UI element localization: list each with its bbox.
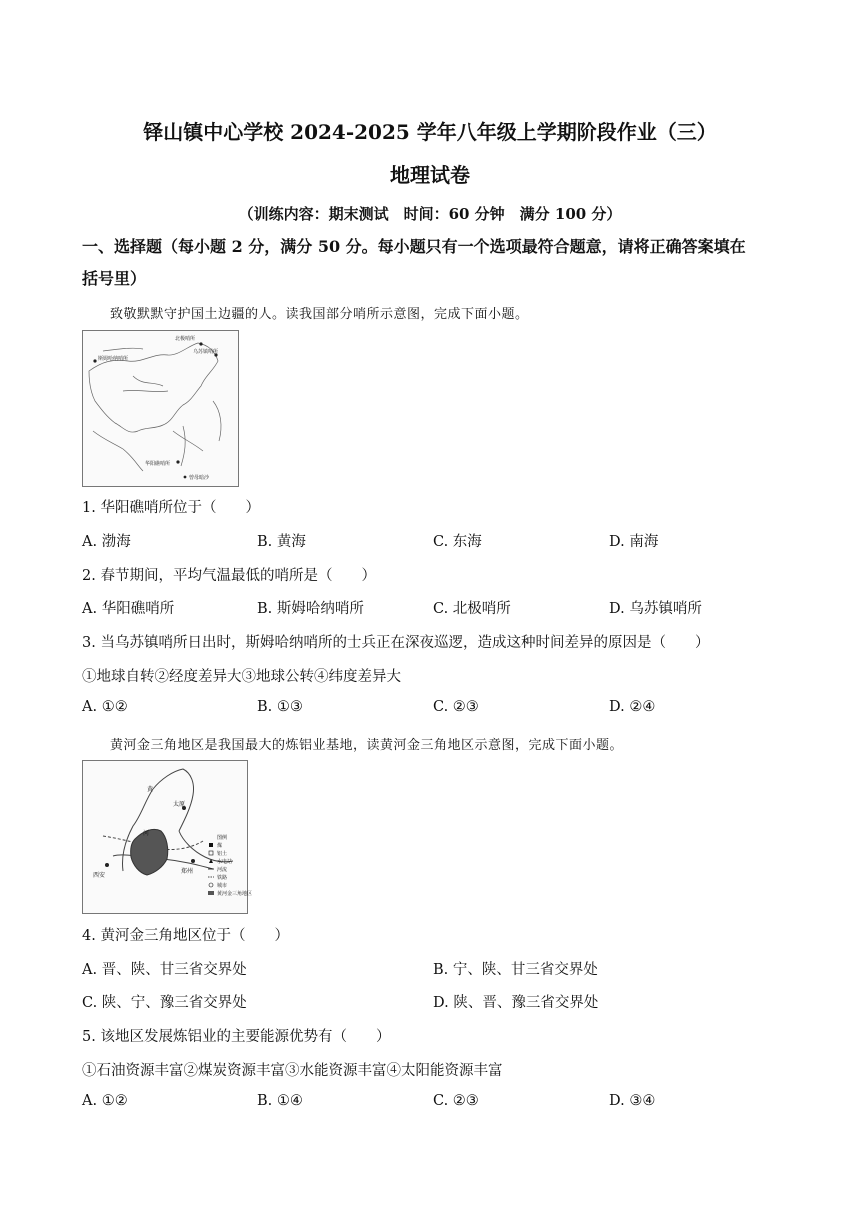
q3-items: ①地球自转②经度差异大③地球公转④纬度差异大	[82, 669, 401, 685]
sentry-posts-map	[82, 330, 239, 487]
map2-label-taiyuan: 太原	[173, 801, 186, 808]
q4-stem: 4. 黄河金三角地区位于（ ）	[82, 928, 289, 944]
q4-option-a[interactable]: A. 晋、陕、甘三省交界处	[82, 962, 247, 978]
huayangjiao-post-dot	[176, 460, 179, 463]
q1-option-c[interactable]: C. 东海	[433, 534, 482, 550]
q1-option-d[interactable]: D. 南海	[609, 534, 659, 550]
q1-stem: 1. 华阳礁哨所位于（ ）	[82, 500, 260, 516]
legend-railway: 铁路	[217, 875, 228, 881]
map1-label-zengmu: 曾母暗沙	[189, 475, 210, 481]
exam-info: （训练内容：期末测试 时间：60 分钟 满分 100 分）	[238, 205, 622, 223]
map1-label-huayangjiao: 华阳礁哨所	[145, 461, 171, 467]
q2-stem: 2. 春节期间，平均气温最低的哨所是（ ）	[82, 568, 376, 584]
q5-option-c[interactable]: C. ②③	[433, 1093, 479, 1109]
q2-option-b[interactable]: B. 斯姆哈纳哨所	[257, 601, 364, 617]
map1-label-beiji: 北极哨所	[175, 336, 196, 342]
q4-option-b[interactable]: B. 宁、陕、甘三省交界处	[433, 962, 598, 978]
q5-option-d[interactable]: D. ③④	[609, 1093, 656, 1109]
q3-stem: 3. 当乌苏镇哨所日出时，斯姆哈纳哨所的士兵正在深夜巡逻，造成这种时间差异的原因是（ ）	[82, 635, 710, 651]
map2-label-huang: 黄	[147, 786, 154, 793]
map2-legend	[208, 834, 252, 897]
map2-label-xian: 西安	[93, 872, 106, 879]
q5-option-b[interactable]: B. ①④	[257, 1093, 303, 1109]
section-heading-line1: 一、选择题（每小题 2 分，满分 50 分。每小题只有一个选项最符合题意，请将正确答案填在	[82, 237, 746, 256]
q5-items: ①石油资源丰富②煤炭资源丰富③水能资源丰富④太阳能资源丰富	[82, 1063, 503, 1079]
map1-label-simuhana: 斯姆哈纳哨所	[98, 356, 129, 362]
q4-option-c[interactable]: C. 陕、宁、豫三省交界处	[82, 995, 247, 1011]
q3-option-b[interactable]: B. ①③	[257, 699, 303, 715]
q3-option-c[interactable]: C. ②③	[433, 699, 479, 715]
legend-title: 图例	[217, 835, 228, 841]
q2-option-a[interactable]: A. 华阳礁哨所	[82, 601, 175, 617]
map2-label-zhengzhou: 郑州	[181, 868, 194, 875]
group2-intro: 黄河金三角地区是我国最大的炼铝业基地，读黄河金三角地区示意图，完成下面小题。	[110, 738, 624, 753]
legend-bauxite: 铝土	[217, 851, 228, 857]
golden-triangle-map	[82, 760, 253, 914]
exam-title: 铎山镇中心学校 2024-2025 学年八年级上学期阶段作业（三）	[143, 120, 717, 144]
map1-label-wusuzhen: 乌苏镇哨所	[193, 349, 219, 355]
legend-hydro: 水电站	[217, 859, 233, 865]
section-heading-line2: 括号里）	[82, 269, 147, 288]
q2-option-c[interactable]: C. 北极哨所	[433, 601, 511, 617]
simuhana-post-dot	[93, 359, 96, 362]
q1-option-a[interactable]: A. 渤海	[82, 534, 131, 550]
q2-option-d[interactable]: D. 乌苏镇哨所	[609, 601, 702, 617]
q1-option-b[interactable]: B. 黄海	[257, 534, 306, 550]
zengmu-dot	[184, 476, 187, 479]
group1-intro: 致敬默默守护国土边疆的人。读我国部分哨所示意图，完成下面小题。	[110, 307, 529, 322]
legend-city: 城市	[217, 883, 228, 889]
q3-option-d[interactable]: D. ②④	[609, 699, 656, 715]
legend-river: 河流	[217, 867, 228, 873]
q3-option-a[interactable]: A. ①②	[82, 699, 128, 715]
q5-option-a[interactable]: A. ①②	[82, 1093, 128, 1109]
beiji-post-dot	[199, 342, 202, 345]
q4-option-d[interactable]: D. 陕、晋、豫三省交界处	[433, 995, 599, 1011]
q5-stem: 5. 该地区发展炼铝业的主要能源优势有（ ）	[82, 1029, 391, 1045]
legend-coal: 煤	[217, 843, 223, 849]
exam-subtitle: 地理试卷	[390, 163, 470, 187]
legend-golden-triangle: 黄河金三角地区	[217, 891, 253, 897]
map2-label-he: 河	[143, 830, 150, 837]
